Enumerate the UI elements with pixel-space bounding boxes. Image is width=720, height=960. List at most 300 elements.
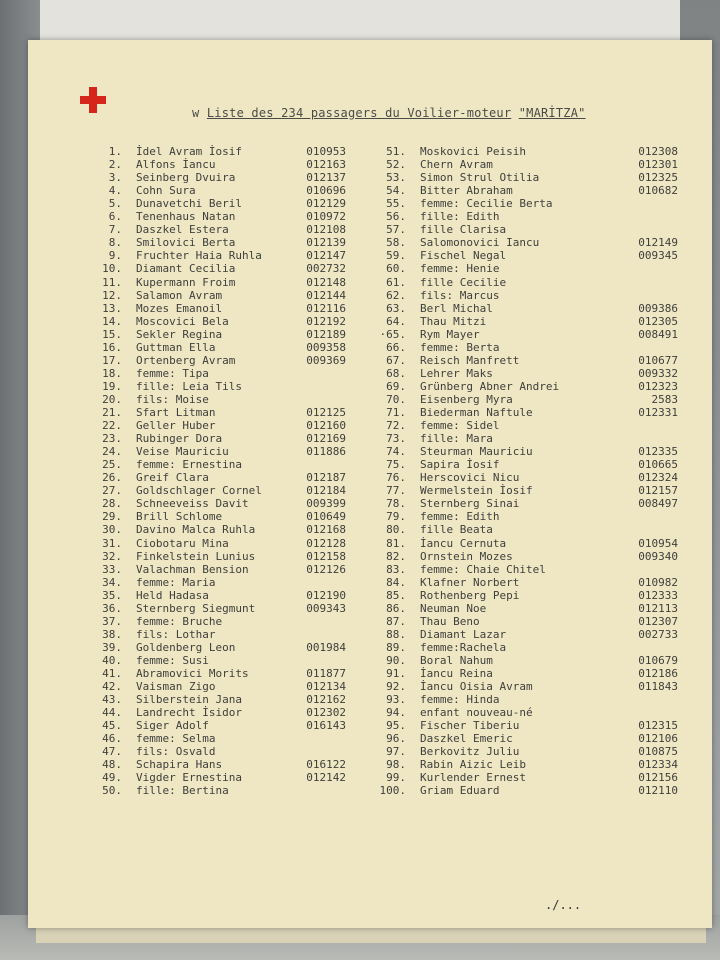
passenger-number: 90. xyxy=(386,653,406,667)
passenger-row xyxy=(0,458,720,471)
passenger-name: Boral Nahum xyxy=(420,653,493,667)
passenger-code: 008497 xyxy=(638,497,678,511)
passenger-name: Wermelstein İosif xyxy=(420,484,533,498)
passenger-code: 012323 xyxy=(638,379,678,393)
passenger-row xyxy=(0,406,720,419)
passenger-code: 012147 xyxy=(306,249,346,263)
passenger-name: fils: Marcus xyxy=(420,288,500,302)
passenger-code: 010972 xyxy=(306,210,346,224)
passenger-number: 53. xyxy=(386,171,406,185)
passenger-name: Tenenhaus Natan xyxy=(136,210,236,224)
continuation-mark: ./... xyxy=(545,898,582,912)
passenger-number: 49. xyxy=(102,771,122,785)
passenger-name: Salamon Avram xyxy=(136,288,223,302)
passenger-code: 002732 xyxy=(306,262,346,276)
passenger-code: 012125 xyxy=(306,406,346,419)
passenger-name: Davino Malca Ruhla xyxy=(136,523,256,537)
passenger-name: İancu Reina xyxy=(420,667,493,680)
passenger-code: 010982 xyxy=(638,575,678,589)
passenger-number: 50. xyxy=(102,784,122,798)
passenger-code: 012302 xyxy=(306,706,346,720)
passenger-number: 16. xyxy=(102,340,122,354)
title-mark: w xyxy=(192,106,200,120)
passenger-name: Lehrer Maks xyxy=(420,366,493,380)
passenger-number: 86. xyxy=(386,601,406,615)
passenger-number: 7. xyxy=(108,223,122,237)
passenger-name: Moskovici Peisih xyxy=(420,145,526,158)
passenger-row xyxy=(0,537,720,550)
passenger-code: 012331 xyxy=(638,406,678,419)
passenger-name: fille: Mara xyxy=(420,432,493,446)
passenger-number: 78. xyxy=(386,497,406,511)
passenger-code: 012192 xyxy=(306,314,346,328)
passenger-name: Diamant Cecilia xyxy=(136,262,236,276)
passenger-number: 35. xyxy=(102,588,122,602)
passenger-code: 012305 xyxy=(638,314,678,328)
passenger-number: 57. xyxy=(386,223,406,237)
passenger-name: Veise Mauriciu xyxy=(136,445,229,459)
passenger-name: Fruchter Haia Ruhla xyxy=(136,249,262,263)
passenger-name: femme: Sidel xyxy=(420,419,500,433)
passenger-number: 48. xyxy=(102,758,122,772)
passenger-number: 68. xyxy=(386,366,406,380)
passenger-name: femme: Bruche xyxy=(136,614,223,628)
passenger-code: 012190 xyxy=(306,588,346,602)
passenger-code: 012186 xyxy=(638,667,678,680)
passenger-number: 44. xyxy=(102,706,122,720)
passenger-number: 20. xyxy=(102,392,122,406)
passenger-number: 8. xyxy=(108,236,122,250)
passenger-number: 1. xyxy=(108,145,122,158)
passenger-number: 39. xyxy=(102,640,122,654)
passenger-number: 11. xyxy=(102,275,122,289)
passenger-name: fille: Edith xyxy=(420,210,500,224)
passenger-number: 80. xyxy=(386,523,406,537)
passenger-code: 010954 xyxy=(638,536,678,550)
passenger-code: 009399 xyxy=(306,497,346,511)
passenger-row xyxy=(0,771,720,784)
passenger-name: fille Beata xyxy=(420,523,493,537)
passenger-name: Fischel Negal xyxy=(420,249,507,263)
passenger-code: 012184 xyxy=(306,484,346,498)
passenger-code: 008491 xyxy=(638,327,678,341)
passenger-number: 83. xyxy=(386,562,406,576)
passenger-name: Silberstein Jana xyxy=(136,693,242,707)
passenger-name: femme: Cecilie Berta xyxy=(420,197,553,211)
passenger-number: 61. xyxy=(386,275,406,289)
passenger-number: 24. xyxy=(102,445,122,459)
passenger-name: Thau Beno xyxy=(420,614,480,628)
passenger-number: 71. xyxy=(386,406,406,419)
passenger-number: 93. xyxy=(386,693,406,707)
passenger-row xyxy=(0,354,720,367)
passenger-code: 012301 xyxy=(638,158,678,172)
passenger-number: 18. xyxy=(102,366,122,380)
passenger-code: 011877 xyxy=(306,667,346,680)
passenger-row xyxy=(0,602,720,615)
passenger-name: fille: Bertina xyxy=(136,784,229,798)
passenger-code: 009358 xyxy=(306,340,346,354)
passenger-code: 010875 xyxy=(638,745,678,759)
passenger-row xyxy=(0,784,720,797)
passenger-name: femme: Berta xyxy=(420,340,500,354)
passenger-number: 66. xyxy=(386,340,406,354)
passenger-name: femme:Rachela xyxy=(420,640,507,654)
passenger-row xyxy=(0,210,720,223)
passenger-name: Fischer Tiberiu xyxy=(420,719,520,733)
passenger-row xyxy=(0,315,720,328)
passenger-number: 82. xyxy=(386,549,406,563)
passenger-number: 97. xyxy=(386,745,406,759)
passenger-number: 99. xyxy=(386,771,406,785)
title-text: Liste des 234 passagers du Voilier-moteur xyxy=(206,106,512,120)
passenger-row xyxy=(0,276,720,289)
passenger-number: 4. xyxy=(108,184,122,198)
passenger-number: 12. xyxy=(102,288,122,302)
passenger-name: Daszkel Estera xyxy=(136,223,229,237)
passenger-code: 010677 xyxy=(638,353,678,367)
passenger-name: Dunavetchi Beril xyxy=(136,197,242,211)
passenger-number: 51. xyxy=(386,145,406,158)
passenger-row xyxy=(0,158,720,171)
passenger-number: 64. xyxy=(386,314,406,328)
passenger-name: Rubinger Dora xyxy=(136,432,223,446)
passenger-number: 38. xyxy=(102,627,122,641)
passenger-name: Schapira Hans xyxy=(136,758,223,772)
passenger-number: 79. xyxy=(386,510,406,524)
passenger-number: 63. xyxy=(386,301,406,315)
passenger-code: 012144 xyxy=(306,288,346,302)
passenger-name: İancu Cernuta xyxy=(420,536,507,550)
passenger-row xyxy=(0,693,720,706)
passenger-number: 87. xyxy=(386,614,406,628)
passenger-code: 012137 xyxy=(306,171,346,185)
passenger-code: 012106 xyxy=(638,732,678,746)
passenger-number: 59. xyxy=(386,249,406,263)
passenger-number: 74. xyxy=(386,445,406,459)
passenger-row xyxy=(0,563,720,576)
passenger-number: 34. xyxy=(102,575,122,589)
passenger-number: 70. xyxy=(386,392,406,406)
passenger-row xyxy=(0,484,720,497)
passenger-row xyxy=(0,380,720,393)
passenger-name: Abramovici Morits xyxy=(136,667,249,680)
passenger-number: 85. xyxy=(386,588,406,602)
passenger-name: Landrecht İsidor xyxy=(136,706,242,720)
passenger-name: Geller Huber xyxy=(136,419,216,433)
passenger-name: Herscovici Nicu xyxy=(420,471,520,485)
passenger-name: Smilovici Berta xyxy=(136,236,236,250)
passenger-name: Rabin Aizic Leib xyxy=(420,758,526,772)
passenger-number: 40. xyxy=(102,653,122,667)
passenger-number: 62. xyxy=(386,288,406,302)
passenger-number: 95. xyxy=(386,719,406,733)
passenger-name: Simon Strul Otilia xyxy=(420,171,540,185)
passenger-name: Vigder Ernestina xyxy=(136,771,242,785)
passenger-name: Ciobotaru Mina xyxy=(136,536,229,550)
passenger-number: 19. xyxy=(102,379,122,393)
passenger-name: Grünberg Abner Andrei xyxy=(420,379,560,393)
passenger-number: 31. xyxy=(102,536,122,550)
passenger-number: 77. xyxy=(386,484,406,498)
passenger-number: 55. xyxy=(386,197,406,211)
passenger-number: 84. xyxy=(386,575,406,589)
passenger-code: 012163 xyxy=(306,158,346,172)
passenger-row xyxy=(0,223,720,236)
passenger-number: 46. xyxy=(102,732,122,746)
passenger-code: 012162 xyxy=(306,693,346,707)
passenger-name: Seinberg Dvuira xyxy=(136,171,236,185)
passenger-row xyxy=(0,550,720,563)
passenger-row xyxy=(0,289,720,302)
passenger-row xyxy=(0,719,720,732)
passenger-number: 37. xyxy=(102,614,122,628)
passenger-code: 009386 xyxy=(638,301,678,315)
passenger-number: 28. xyxy=(102,497,122,511)
passenger-name: Eisenberg Myra xyxy=(420,392,513,406)
passenger-name: Sfart Litman xyxy=(136,406,216,419)
passenger-code: 012325 xyxy=(638,171,678,185)
passenger-code: 009343 xyxy=(306,601,346,615)
passenger-number: 32. xyxy=(102,549,122,563)
passenger-name: Rothenberg Pepi xyxy=(420,588,520,602)
passenger-row xyxy=(0,145,720,158)
ship-name: "MARİTZA" xyxy=(518,106,586,120)
passenger-name: Berl Michal xyxy=(420,301,493,315)
passenger-name: Schneeveiss Davit xyxy=(136,497,249,511)
passenger-name: fils: Lothar xyxy=(136,627,216,641)
passenger-name: Ornstein Mozes xyxy=(420,549,513,563)
passenger-row xyxy=(0,732,720,745)
passenger-row xyxy=(0,367,720,380)
passenger-name: femme: Ernestina xyxy=(136,458,242,472)
passenger-number: 73. xyxy=(386,432,406,446)
passenger-name: femme: Maria xyxy=(136,575,216,589)
passenger-code: 002733 xyxy=(638,627,678,641)
passenger-code: 012113 xyxy=(638,601,678,615)
passenger-number: 33. xyxy=(102,562,122,576)
passenger-code: 009369 xyxy=(306,353,346,367)
passenger-row xyxy=(0,667,720,680)
passenger-name: Chern Avram xyxy=(420,158,493,172)
passenger-name: fille Cecilie xyxy=(420,275,507,289)
passenger-code: 010953 xyxy=(306,145,346,158)
passenger-name: Sternberg Siegmunt xyxy=(136,601,256,615)
passenger-name: femme: Chaie Chitel xyxy=(420,562,546,576)
passenger-code: 012129 xyxy=(306,197,346,211)
passenger-name: Held Hadasa xyxy=(136,588,209,602)
passenger-number: 6. xyxy=(108,210,122,224)
passenger-number: 100. xyxy=(379,784,406,798)
passenger-name: Vaisman Zigo xyxy=(136,680,216,694)
passenger-name: Goldschlager Cornel xyxy=(136,484,262,498)
passenger-code: 012308 xyxy=(638,145,678,158)
passenger-number: ·65. xyxy=(379,327,406,341)
passenger-name: Valachman Bension xyxy=(136,562,249,576)
passenger-name: Thau Mitzi xyxy=(420,314,487,328)
passenger-code: 012169 xyxy=(306,432,346,446)
passenger-row xyxy=(0,197,720,210)
passenger-code: 010679 xyxy=(638,653,678,667)
passenger-row xyxy=(0,758,720,771)
passenger-row xyxy=(0,615,720,628)
passenger-code: 012142 xyxy=(306,771,346,785)
passenger-code: 010665 xyxy=(638,458,678,472)
passenger-number: 88. xyxy=(386,627,406,641)
passenger-name: Sapira İosif xyxy=(420,458,500,472)
passenger-code: 016143 xyxy=(306,719,346,733)
passenger-name: İdel Avram İosif xyxy=(136,145,242,158)
passenger-number: 69. xyxy=(386,379,406,393)
passenger-code: 012187 xyxy=(306,471,346,485)
passenger-code: 012333 xyxy=(638,588,678,602)
passenger-row xyxy=(0,745,720,758)
passenger-name: fils: Moise xyxy=(136,392,209,406)
passenger-row xyxy=(0,497,720,510)
passenger-row xyxy=(0,432,720,445)
passenger-row xyxy=(0,393,720,406)
passenger-number: 15. xyxy=(102,327,122,341)
passenger-name: Finkelstein Lunius xyxy=(136,549,256,563)
passenger-name: İancu Oisia Avram xyxy=(420,680,533,694)
passenger-name: Siger Adolf xyxy=(136,719,209,733)
passenger-name: Cohn Sura xyxy=(136,184,196,198)
passenger-row xyxy=(0,589,720,602)
passenger-number: 10. xyxy=(102,262,122,276)
passenger-name: fille Clarisa xyxy=(420,223,507,237)
passenger-code: 012110 xyxy=(638,784,678,798)
passenger-name: femme: Henie xyxy=(420,262,500,276)
passenger-number: 2. xyxy=(108,158,122,172)
passenger-name: Kurlender Ernest xyxy=(420,771,526,785)
passenger-name: Steurman Mauriciu xyxy=(420,445,533,459)
passenger-name: Mozes Emanoil xyxy=(136,301,223,315)
passenger-name: Sternberg Sinai xyxy=(420,497,520,511)
passenger-row xyxy=(0,641,720,654)
passenger-row xyxy=(0,328,720,341)
passenger-number: 14. xyxy=(102,314,122,328)
passenger-code: 011886 xyxy=(306,445,346,459)
passenger-row xyxy=(0,654,720,667)
passenger-name: Bitter Abraham xyxy=(420,184,513,198)
passenger-code: 001984 xyxy=(306,640,346,654)
passenger-code: 012128 xyxy=(306,536,346,550)
passenger-name: Biederman Naftule xyxy=(420,406,533,419)
passenger-code: 009345 xyxy=(638,249,678,263)
red-cross-icon xyxy=(80,87,106,113)
document-title xyxy=(192,106,586,120)
passenger-row xyxy=(0,419,720,432)
passenger-number: 9. xyxy=(108,249,122,263)
passenger-name: Klafner Norbert xyxy=(420,575,520,589)
passenger-name: femme: Susi xyxy=(136,653,209,667)
passenger-code: 012148 xyxy=(306,275,346,289)
passenger-code: 009340 xyxy=(638,549,678,563)
passenger-code: 012116 xyxy=(306,301,346,315)
passenger-number: 94. xyxy=(386,706,406,720)
passenger-number: 98. xyxy=(386,758,406,772)
passenger-number: 21. xyxy=(102,406,122,419)
passenger-name: fils: Osvald xyxy=(136,745,216,759)
passenger-row xyxy=(0,236,720,249)
passenger-row xyxy=(0,445,720,458)
passenger-number: 76. xyxy=(386,471,406,485)
passenger-name: Berkovitz Juliu xyxy=(420,745,520,759)
passenger-number: 56. xyxy=(386,210,406,224)
passenger-row xyxy=(0,171,720,184)
passenger-row xyxy=(0,471,720,484)
passenger-number: 26. xyxy=(102,471,122,485)
passenger-row xyxy=(0,523,720,536)
passenger-code: 012307 xyxy=(638,614,678,628)
passenger-code: 012126 xyxy=(306,562,346,576)
passenger-name: Rym Mayer xyxy=(420,327,480,341)
passenger-row xyxy=(0,680,720,693)
passenger-name: femme: Edith xyxy=(420,510,500,524)
passenger-number: 13. xyxy=(102,301,122,315)
passenger-name: femme: Tipa xyxy=(136,366,209,380)
passenger-number: 22. xyxy=(102,419,122,433)
passenger-name: Salomonovici Iancu xyxy=(420,236,540,250)
passenger-row xyxy=(0,576,720,589)
passenger-code: 012189 xyxy=(306,327,346,341)
passenger-number: 41. xyxy=(102,667,122,680)
passenger-number: 52. xyxy=(386,158,406,172)
passenger-number: 3. xyxy=(108,171,122,185)
passenger-number: 5. xyxy=(108,197,122,211)
passenger-number: 17. xyxy=(102,353,122,367)
passenger-number: 89. xyxy=(386,640,406,654)
passenger-code: 012334 xyxy=(638,758,678,772)
passenger-number: 25. xyxy=(102,458,122,472)
passenger-name: femme: Selma xyxy=(136,732,216,746)
passenger-number: 67. xyxy=(386,353,406,367)
passenger-name: Moscovici Bela xyxy=(136,314,229,328)
passenger-number: 72. xyxy=(386,419,406,433)
passenger-code: 012324 xyxy=(638,471,678,485)
passenger-number: 81. xyxy=(386,536,406,550)
passenger-row xyxy=(0,262,720,275)
passenger-number: 54. xyxy=(386,184,406,198)
passenger-code: 010649 xyxy=(306,510,346,524)
passenger-name: Neuman Noe xyxy=(420,601,487,615)
passenger-number: 45. xyxy=(102,719,122,733)
passenger-code: 012315 xyxy=(638,719,678,733)
passenger-number: 30. xyxy=(102,523,122,537)
passenger-number: 43. xyxy=(102,693,122,707)
passenger-number: 29. xyxy=(102,510,122,524)
passenger-code: 2583 xyxy=(651,392,678,406)
passenger-number: 91. xyxy=(386,667,406,680)
passenger-number: 75. xyxy=(386,458,406,472)
passenger-code: 012158 xyxy=(306,549,346,563)
passenger-number: 58. xyxy=(386,236,406,250)
passenger-number: 92. xyxy=(386,680,406,694)
passenger-code: 009332 xyxy=(638,366,678,380)
passenger-name: Guttman Ella xyxy=(136,340,216,354)
passenger-code: 010696 xyxy=(306,184,346,198)
passenger-row xyxy=(0,628,720,641)
passenger-name: femme: Hinda xyxy=(420,693,500,707)
passenger-name: Goldenberg Leon xyxy=(136,640,236,654)
passenger-row xyxy=(0,510,720,523)
passenger-number: 60. xyxy=(386,262,406,276)
passenger-code: 010682 xyxy=(638,184,678,198)
passenger-name: Sekler Regina xyxy=(136,327,223,341)
passenger-code: 012160 xyxy=(306,419,346,433)
passenger-code: 012157 xyxy=(638,484,678,498)
passenger-name: Kupermann Froim xyxy=(136,275,236,289)
